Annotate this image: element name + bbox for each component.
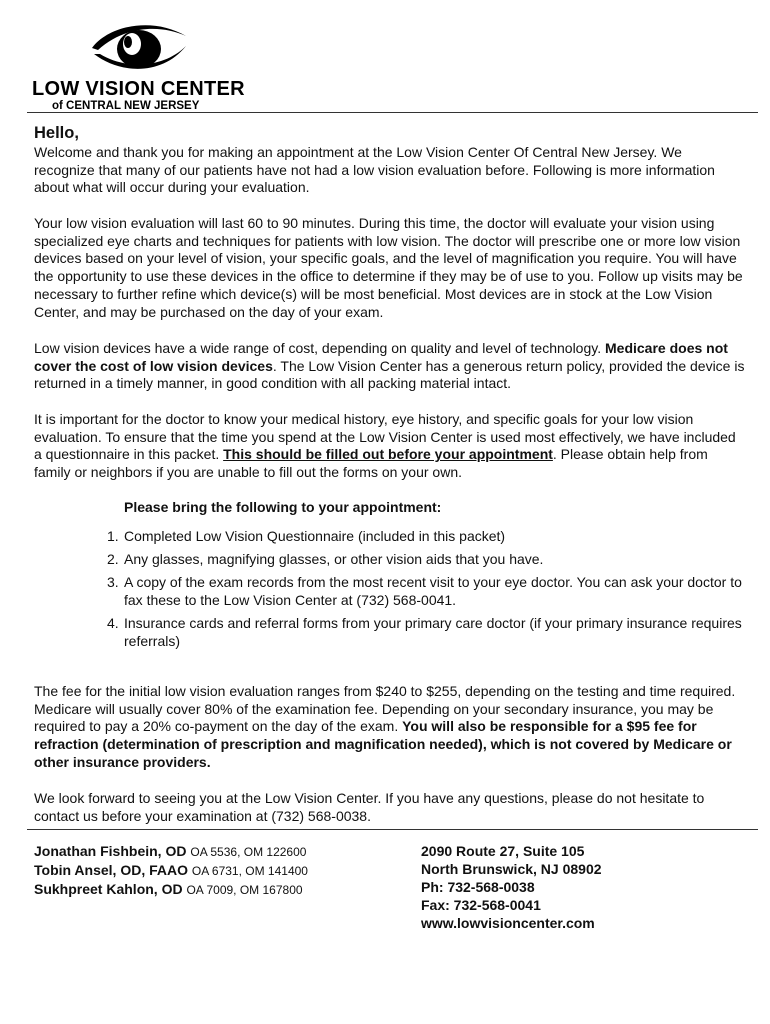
- address-line-2: North Brunswick, NJ 08902: [421, 861, 602, 877]
- list-item: [107, 615, 747, 650]
- address-line-1: 2090 Route 27, Suite 105: [421, 843, 585, 859]
- logo-title: LOW VISION CENTER: [32, 78, 245, 100]
- list-item-text: Completed Low Vision Questionnaire (included in this packet): [124, 528, 506, 544]
- doctor-entry: [34, 861, 308, 880]
- footer-divider: [27, 829, 758, 830]
- doctor-name: Tobin Ansel, OD, FAAO: [34, 862, 188, 878]
- doctor-license: OA 6731, OM 141400: [191, 864, 308, 878]
- phone-number: Ph: 732-568-0038: [421, 879, 535, 895]
- list-item-number: 2.: [107, 551, 119, 568]
- header-divider: [27, 112, 758, 113]
- devices-text-c: . The Low Vision Center has a generous return policy, provided the device is returned in a timely manner, in good condition with all packing material intact.: [34, 357, 745, 392]
- greeting: Hello,: [34, 124, 79, 142]
- doctor-entry: [34, 880, 308, 899]
- list-item-number: 4.: [107, 615, 119, 632]
- list-item: [107, 551, 747, 569]
- list-item: [107, 528, 747, 546]
- doctor-name: Sukhpreet Kahlon, OD: [34, 881, 183, 897]
- history-text-a: It is important for the doctor to know your medical history, eye history, and specific goals for your low vision evaluation. To ensure that the time you spend at the Low Vision Center is used most effectively, we have included a questionnaire in this packet.: [34, 411, 736, 463]
- questionnaire-notice: This should be filled out before your appointment: [223, 446, 553, 463]
- list-item-text: Any glasses, magnifying glasses, or other vision aids that you have.: [124, 551, 544, 568]
- evaluation-paragraph: Your low vision evaluation will last 60 to 90 minutes. During this time, the doctor will evaluate your vision using specialized eye charts and techniques for patients with low vision. The doctor will prescribe one or more low vision devices based on your level of vision, your specific goals, and the level of magnification you require. You will have the opportunity to use these devices in the office to determine if they may be of use to you. Follow up visits may be necessary to further refine which device(s) will be most beneficial. Most devices are in stock at the Low Vision Center, and may be purchased on the day of your exam.: [34, 215, 743, 320]
- doctor-list: [34, 842, 308, 899]
- closing-paragraph: We look forward to seeing you at the Low Vision Center. If you have any questions, please do not hesitate to contact us before your examination at (732) 568-0038.: [34, 790, 705, 824]
- medicare-notice: Medicare does not cover the cost of low vision devices: [34, 340, 728, 374]
- doctor-name: Jonathan Fishbein, OD: [34, 843, 187, 859]
- bring-list: [107, 528, 747, 656]
- history-text-c: . Please obtain help from family or neighbors if you are unable to fill out the forms on your own.: [34, 446, 708, 481]
- refraction-fee-notice: You will also be responsible for a $95 fee for refraction (determination of prescription and magnification needed), which is not covered by Medicare or other insurance providers.: [34, 718, 732, 770]
- doctor-license: OA 5536, OM 122600: [190, 845, 307, 859]
- center-logo: [32, 22, 272, 112]
- eye-icon: [90, 22, 188, 78]
- doctor-entry: [34, 842, 308, 861]
- list-item-number: 1.: [107, 528, 119, 544]
- list-item: [107, 574, 747, 609]
- logo-subtitle: of CENTRAL NEW JERSEY: [52, 100, 200, 112]
- doctor-license: OA 7009, OM 167800: [186, 883, 303, 897]
- list-item-number: 3.: [107, 574, 119, 591]
- list-item-text: A copy of the exam records from the most recent visit to your eye doctor. You can ask your doctor to fax these to the Low Vision Center at (732) 568-0041.: [124, 574, 742, 609]
- contact-block: [421, 842, 602, 932]
- fax-number: Fax: 732-568-0041: [421, 897, 541, 913]
- website-link[interactable]: www.lowvisioncenter.com: [421, 915, 595, 931]
- bring-list-title: Please bring the following to your appointment:: [124, 499, 442, 515]
- list-item-text: Insurance cards and referral forms from your primary care doctor (if your primary insurance requires referrals): [124, 615, 742, 650]
- devices-text-a: Low vision devices have a wide range of cost, depending on quality and level of technology.: [34, 340, 605, 356]
- devices-paragraph: [34, 340, 746, 393]
- intro-paragraph: Welcome and thank you for making an appointment at the Low Vision Center Of Central New Jersey. We recognize that many of our patients have not had a low vision evaluation before. Following is more information about what will occur during your evaluation.: [34, 144, 715, 196]
- history-paragraph: [34, 411, 746, 482]
- fee-paragraph: [34, 683, 746, 772]
- fee-text-a: The fee for the initial low vision evaluation ranges from $240 to $255, depending on the testing and time required. Medicare will usually cover 80% of the examination fee. Depending on your secondary insurance, you may be required to pay a 20% co-payment on the day of the exam.: [34, 683, 736, 735]
